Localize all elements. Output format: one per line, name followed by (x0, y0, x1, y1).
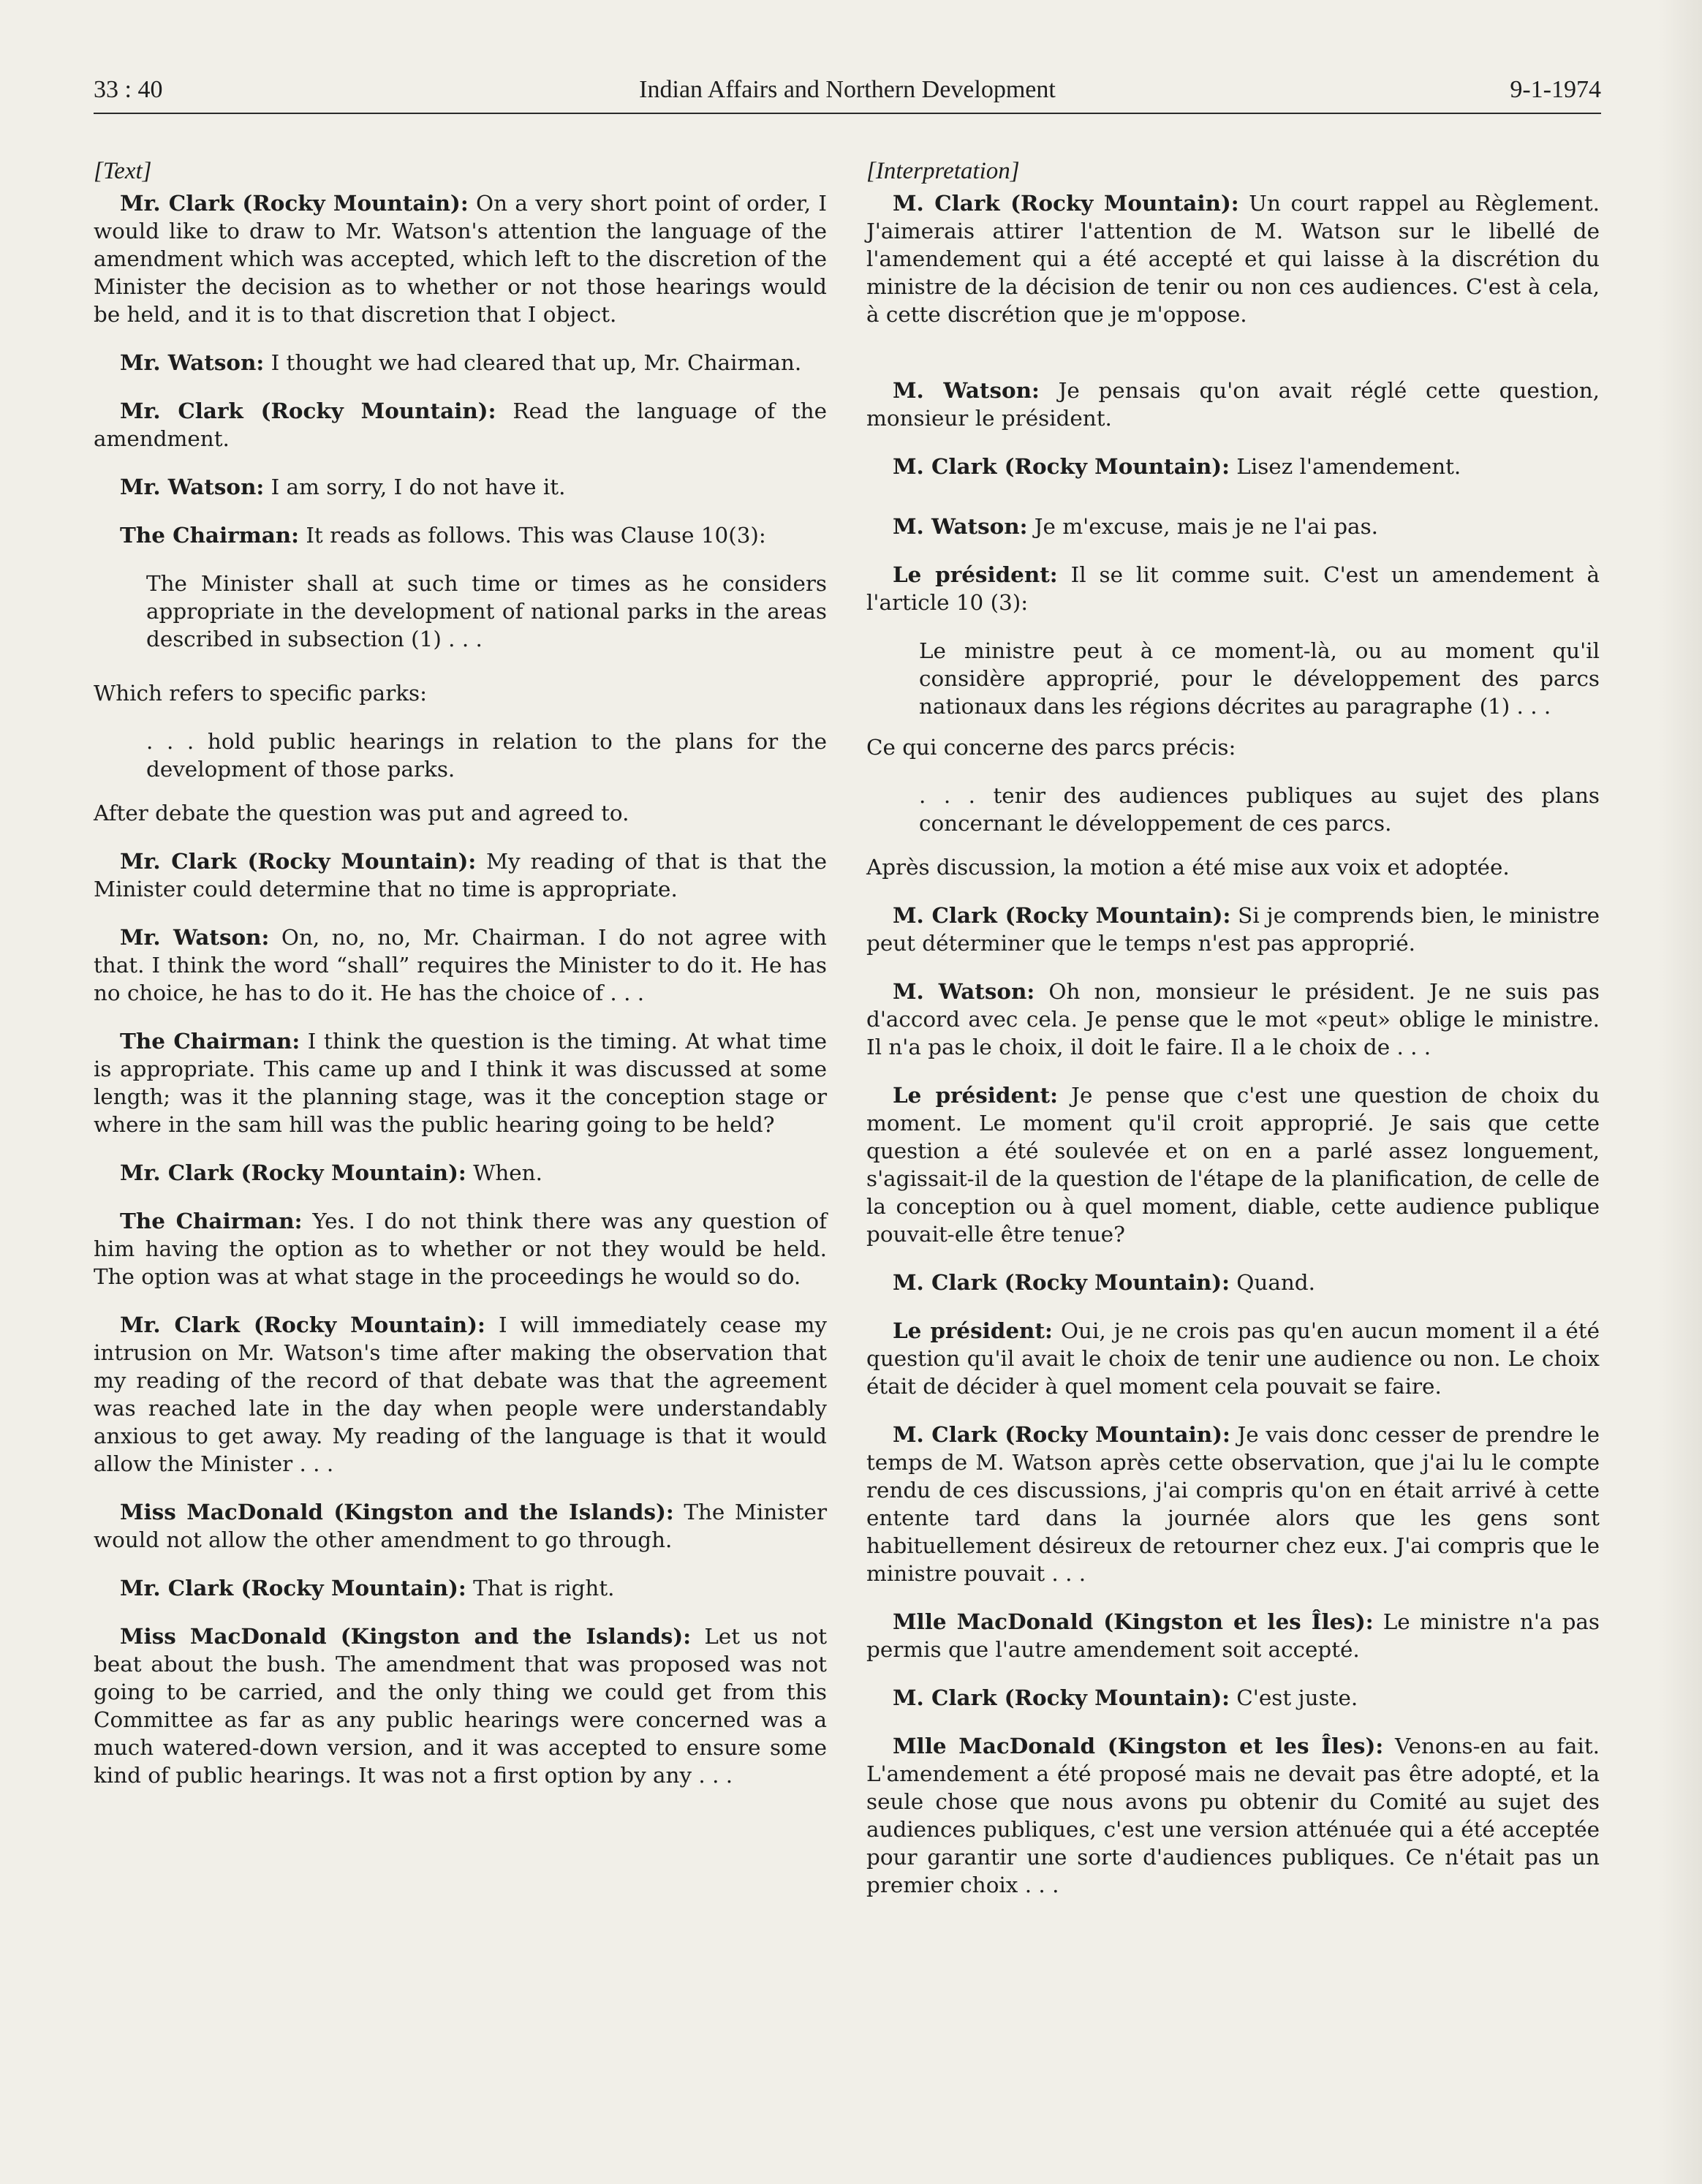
speech-paragraph (94, 1498, 827, 1554)
speech-text: The Minister would not allow the other amendment to go through. (94, 1500, 827, 1552)
speech-text: Lisez l'amendement. (1229, 454, 1461, 479)
speech-text: On a very short point of order, I would like to draw to Mr. Watson's attention the language of the amendment which was accepted, which left to the discretion of the Minister the decision as to whether or not those hearings would be held, and it is to that discretion that I object. (94, 191, 827, 327)
speaker-name: Mr. Watson: (120, 349, 265, 375)
speech-text: Yes. I do not think there was any question of him having the option as to whether or not they would be held. The option was at what stage in the proceedings he would so do. (94, 1209, 827, 1289)
speaker-name: Mr. Clark (Rocky Mountain): (120, 1312, 485, 1337)
speech-paragraph (866, 453, 1600, 480)
speech-paragraph (94, 473, 827, 501)
speech-paragraph (94, 1574, 827, 1602)
english-column (94, 157, 827, 1789)
speech-paragraph (866, 1421, 1600, 1587)
quoted-clause: . . . tenir des audiences publiques au sujet des plans concernant le développement de ces parcs. (919, 783, 1600, 836)
speech-text: Un court rappel au Règlement. J'aimerais attirer l'attention de M. Watson sur le libellé de l'amendement qui a été accepté et qui laisse à la discrétion du ministre de la décision de tenir ou non ces audiences. C'est à cela, à cette discrétion que je m'oppose. (866, 191, 1600, 327)
running-header (94, 72, 1601, 114)
page-number: 33 : 40 (94, 76, 163, 103)
speech-paragraph (94, 349, 827, 377)
speech-paragraph (866, 1684, 1600, 1712)
speaker-name: The Chairman: (120, 1028, 300, 1054)
speech-text: That is right. (466, 1576, 615, 1601)
speaker-name: M. Clark (Rocky Mountain): (893, 453, 1230, 479)
speech-paragraph (866, 978, 1600, 1061)
speaker-name: The Chairman: (120, 522, 299, 548)
speech-paragraph (94, 1207, 827, 1291)
speech-text: I am sorry, I do not have it. (264, 475, 566, 499)
speaker-name: Le président: (893, 562, 1058, 587)
quoted-clause: The Minister shall at such time or times as he considers appropriate in the development of national parks in the areas described in subsection (1) . . . (146, 571, 827, 651)
speech-text: Je pense que c'est une question de choix du moment. Le moment qu'il croit approprié. Je sais que cette question a été soulevée et on en a parlé assez longuement, s'agissait-il de la question de l'étape de la planification, de celle de la conception ou à quel moment, diable, cette audience publique pouvait-elle être tenue? (866, 1083, 1600, 1247)
speaker-name: M. Clark (Rocky Mountain): (893, 1269, 1230, 1295)
speech-paragraph (866, 1269, 1600, 1296)
speech-text: Quand. (1229, 1270, 1315, 1295)
quoted-clause: . . . hold public hearings in relation to the plans for the development of those parks. (146, 729, 827, 782)
speaker-name: Mr. Clark (Rocky Mountain): (120, 1160, 466, 1185)
speech-paragraph (94, 847, 827, 903)
speech-text: Oui, je ne crois pas qu'en aucun moment il a été question qu'il avait le choix de tenir une audience ou non. Le choix était de décider à quel moment cela pouvait se faire. (866, 1318, 1600, 1399)
speaker-name: Mr. Clark (Rocky Mountain): (120, 1575, 466, 1601)
speech-text: On, no, no, Mr. Chairman. I do not agree with that. I think the word “shall” requires the Minister to do it. He has no choice, he has to do it. He has the choice of . . . (94, 925, 827, 1005)
speech-paragraph (94, 1159, 827, 1187)
speaker-name: M. Clark (Rocky Mountain): (893, 190, 1239, 216)
speech-text: Je pensais qu'on avait réglé cette question, monsieur le président. (866, 378, 1600, 431)
speech-text: Si je comprends bien, le ministre peut déterminer que le temps n'est pas approprié. (866, 903, 1600, 956)
header-date: 9-1-1974 (1510, 76, 1601, 103)
speech-text: It reads as follows. This was Clause 10(3): (298, 523, 766, 548)
speaker-name: Le président: (893, 1082, 1058, 1108)
speaker-name: Mr. Clark (Rocky Mountain): (120, 190, 469, 216)
speech-text: Le ministre n'a pas permis que l'autre amendement soit accepté. (866, 1609, 1600, 1662)
speaker-name: Mlle MacDonald (Kingston et les Îles): (893, 1733, 1384, 1758)
speech-text: When. (466, 1160, 542, 1185)
speech-paragraph (94, 189, 827, 328)
speech-text: Read the language of the amendment. (94, 398, 827, 451)
speech-paragraph (94, 1311, 827, 1478)
speaker-name: Mlle MacDonald (Kingston et les Îles): (893, 1609, 1374, 1634)
speaker-name: Mr. Watson: (120, 924, 270, 950)
speech-paragraph (94, 923, 827, 1007)
speaker-name: M. Clark (Rocky Mountain): (893, 902, 1231, 928)
speech-paragraph (866, 377, 1600, 432)
publication-title: Indian Affairs and Northern Development (639, 76, 1056, 103)
quoted-clause: Le ministre peut à ce moment-là, ou au moment qu'il considère approprié, pour le développement des parcs nationaux dans les régions décrites au paragraphe (1) . . . (919, 638, 1600, 719)
speaker-name: Le président: (893, 1318, 1053, 1343)
speech-paragraph (866, 561, 1600, 616)
speaker-name: Miss MacDonald (Kingston and the Islands): (120, 1499, 674, 1524)
speaker-name: M. Clark (Rocky Mountain): (893, 1685, 1230, 1710)
plain-paragraph: After debate the question was put and agreed to. (94, 801, 629, 825)
plain-paragraph: Which refers to specific parks: (94, 681, 428, 706)
speaker-name: Mr. Clark (Rocky Mountain): (120, 398, 496, 423)
text-label: [Text] (94, 158, 152, 184)
speech-text: Je vais donc cesser de prendre le temps de M. Watson après cette observation, que j'ai lu le compte rendu de ces discussions, j'ai compris qu'on en était arrivé à cette entente tard dans la journée alors que les gens sont habituellement désireux de retourner chez eux. J'ai compris que le ministre pouvait . . . (866, 1422, 1600, 1586)
speech-text: I will immediately cease my intrusion on Mr. Watson's time after making the observation that my reading of the record of that debate was that the agreement was reached late in the day when people were understandably anxious to get away. My reading of the language is that it would allow the Minister . . . (94, 1312, 827, 1476)
speech-text: Il se lit comme suit. C'est un amendement à l'article 10 (3): (866, 562, 1600, 615)
speech-paragraph (866, 902, 1600, 957)
plain-paragraph: Après discussion, la motion a été mise aux voix et adoptée. (866, 855, 1510, 880)
french-column (866, 157, 1600, 1899)
speech-paragraph (94, 1027, 827, 1138)
speaker-name: M. Clark (Rocky Mountain): (893, 1421, 1230, 1447)
plain-paragraph: Ce qui concerne des parcs précis: (866, 735, 1236, 760)
speaker-name: M. Watson: (893, 978, 1035, 1004)
speaker-name: Miss MacDonald (Kingston and the Islands): (120, 1623, 692, 1649)
speaker-name: Mr. Clark (Rocky Mountain): (120, 848, 477, 874)
speech-paragraph (94, 397, 827, 453)
page-edge-shadow (1658, 0, 1702, 2184)
speaker-name: The Chairman: (120, 1208, 303, 1233)
speech-paragraph (94, 521, 827, 549)
speech-paragraph (866, 1732, 1600, 1899)
speech-paragraph (866, 1317, 1600, 1400)
speaker-name: Mr. Watson: (120, 474, 265, 499)
speech-text: My reading of that is that the Minister could determine that no time is appropriate. (94, 849, 827, 902)
interpretation-label: [Interpretation] (866, 158, 1020, 184)
speech-text: Je m'excuse, mais je ne l'ai pas. (1027, 514, 1379, 539)
speech-text: Let us not beat about the bush. The amendment that was proposed was not going to be carried, and the only thing we could get from this Committee as far as any public hearings were concerned was a much watered-down version, and it was accepted to ensure some kind of public hearings. It was not a first option by any . . . (94, 1624, 827, 1788)
speech-paragraph (866, 513, 1600, 540)
speech-text: C'est juste. (1229, 1685, 1358, 1710)
speech-text: Venons-en au fait. L'amendement a été proposé mais ne devait pas être adopté, et la seule chose que nous avons pu obtenir du Comité au sujet des audiences publiques, c'est une version atténuée qui a été acceptée pour garantir une sorte d'audiences publiques. Ce n'était pas un premier choix . . . (866, 1734, 1600, 1897)
speaker-name: M. Watson: (893, 377, 1040, 403)
speech-text: I think the question is the timing. At what time is appropriate. This came up and I think it was discussed at some length; was it the planning stage, was it the conception stage or where in the sam hill was the public hearing going to be held? (94, 1029, 827, 1137)
speech-paragraph (866, 1081, 1600, 1248)
speaker-name: M. Watson: (893, 513, 1028, 539)
speech-text: Oh non, monsieur le président. Je ne suis pas d'accord avec cela. Je pense que le mot «peut» oblige le ministre. Il n'a pas le choix, il doit le faire. Il a le choix de . . . (866, 979, 1600, 1059)
speech-paragraph (866, 1608, 1600, 1663)
speech-paragraph (866, 189, 1600, 328)
speech-text: I thought we had cleared that up, Mr. Chairman. (264, 350, 802, 375)
speech-paragraph (94, 1622, 827, 1789)
